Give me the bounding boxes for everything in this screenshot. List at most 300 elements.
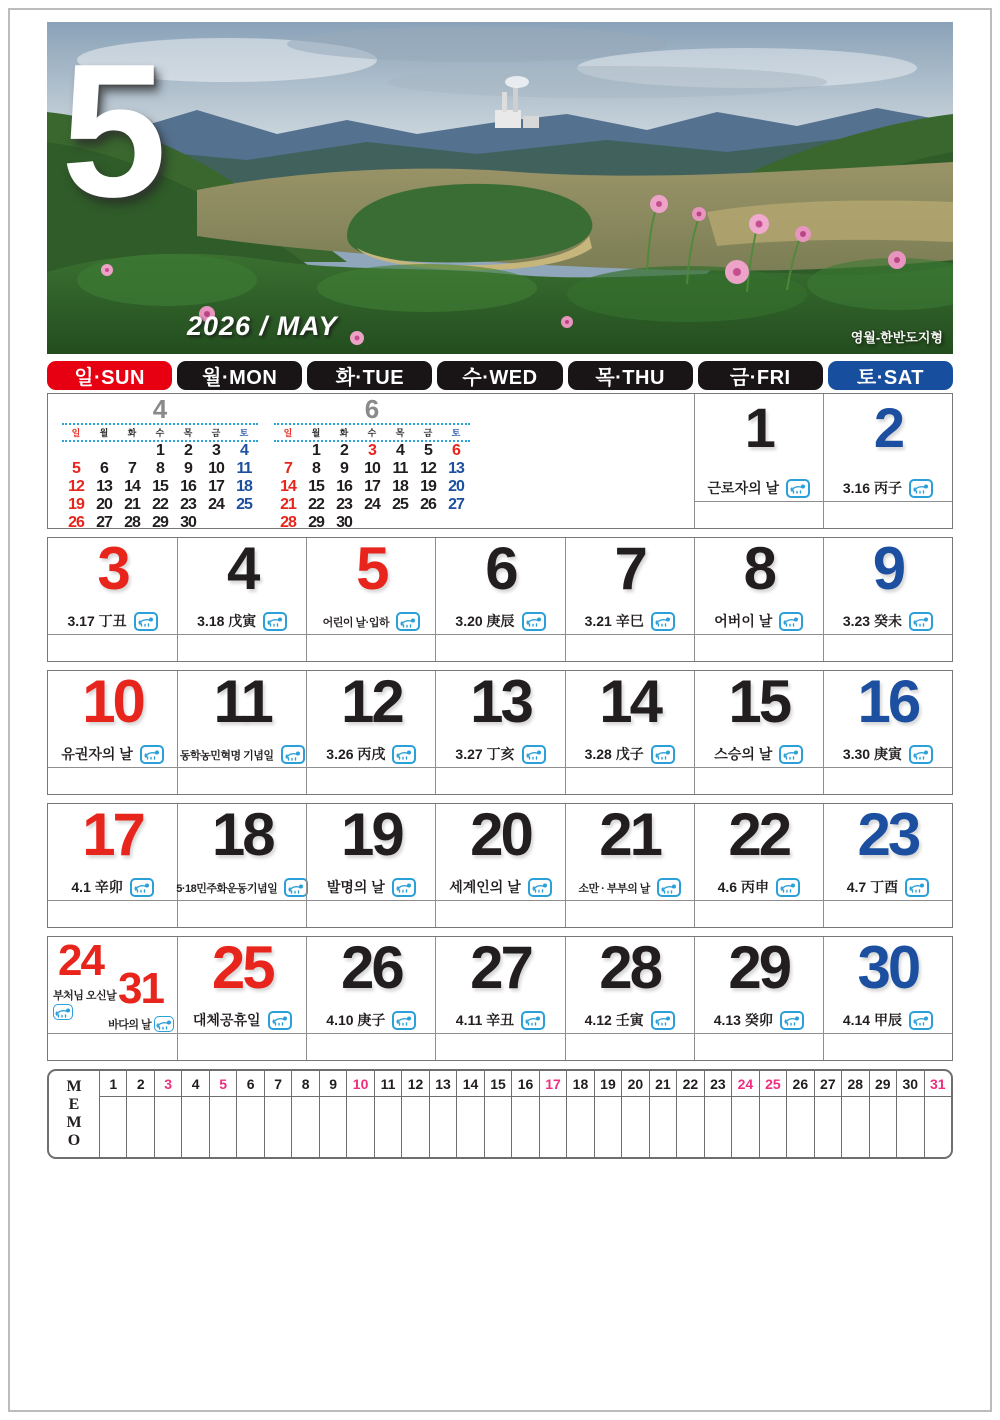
- memo-day-23: 23: [704, 1071, 731, 1097]
- weekday-tab-label: 목·THU: [595, 367, 665, 389]
- memo-blank-cell[interactable]: [126, 1097, 153, 1157]
- week-row-1: [47, 393, 953, 529]
- date-cell-2: [823, 394, 952, 501]
- mini-date: 25: [236, 496, 252, 513]
- date-number: 4: [227, 535, 258, 602]
- memo-blank-cell[interactable]: [896, 1097, 923, 1157]
- date-cell-10: [48, 668, 177, 767]
- notes-strip-cell: [565, 767, 694, 794]
- zodiac-rat-icon: [909, 479, 933, 498]
- date-cell-12: [306, 668, 435, 767]
- zodiac-snake-icon: [154, 1016, 174, 1032]
- date-label-row: [696, 1010, 822, 1030]
- mini-date: [358, 514, 386, 532]
- date-label: 세계인의 날: [449, 879, 521, 895]
- week-row-3: [47, 670, 953, 795]
- date-label: 3.18 戊寅: [197, 613, 257, 629]
- memo-day-20: 20: [621, 1071, 648, 1097]
- memo-day-11: 11: [374, 1071, 401, 1097]
- notes-strip-cell: [306, 767, 435, 794]
- zodiac-snake-icon: [651, 612, 675, 631]
- memo-day-24: 24: [731, 1071, 758, 1097]
- mini-date: 24: [208, 496, 224, 513]
- date-label-row: [437, 877, 563, 897]
- memo-day-6: 6: [236, 1071, 263, 1097]
- mini-dayname: 일: [71, 428, 81, 438]
- date-cell-24-31: [48, 937, 177, 1033]
- date-number: 17: [82, 801, 143, 868]
- mini-date: 13: [448, 460, 464, 477]
- mini-date: 28: [280, 514, 296, 531]
- memo-day-26: 26: [786, 1071, 813, 1097]
- zodiac-dragon-icon: [284, 878, 308, 897]
- mini-date: 16: [180, 478, 196, 495]
- date-number: 20: [470, 801, 531, 868]
- date-number: 28: [599, 934, 660, 1001]
- memo-blank-cell[interactable]: [401, 1097, 428, 1157]
- date-number: 29: [728, 934, 790, 1001]
- date-number-31: 31: [118, 964, 163, 1013]
- mini-date: 2: [184, 442, 192, 459]
- mini-calendar-daynames: [62, 423, 258, 442]
- mini-date: 21: [124, 496, 140, 513]
- date-label: 4.10 庚子: [326, 1012, 386, 1028]
- notes-strip-cell: [565, 1033, 694, 1060]
- memo-blank-cell[interactable]: [621, 1097, 648, 1157]
- date-number: 26: [340, 934, 402, 1001]
- weekday-tab-label: 일·SUN: [74, 367, 145, 389]
- memo-day-15: 15: [484, 1071, 511, 1097]
- zodiac-ox-icon: [521, 1011, 545, 1030]
- zodiac-pig-icon: [522, 745, 546, 764]
- date-number: 5: [356, 535, 387, 602]
- notes-strip-cell: [435, 634, 564, 661]
- memo-blank-cell[interactable]: [869, 1097, 896, 1157]
- memo-blank-cell[interactable]: [759, 1097, 786, 1157]
- date-label: 3.23 癸未: [842, 613, 902, 629]
- date-cell-21: [565, 801, 694, 900]
- date-number: 10: [82, 668, 143, 735]
- zodiac-monkey-icon: [776, 878, 800, 897]
- weekday-tab-weekday2: [307, 361, 432, 390]
- mini-date: [118, 442, 146, 460]
- date-number: 23: [857, 801, 919, 868]
- mini-date: [230, 514, 258, 532]
- zodiac-rabbit-icon: [396, 612, 420, 631]
- date-number: 21: [599, 801, 660, 868]
- memo-day-21: 21: [649, 1071, 676, 1097]
- mini-date: [442, 514, 470, 532]
- date-cell-1: [694, 394, 823, 501]
- zodiac-rabbit-icon: [780, 1011, 804, 1030]
- date-label: 4.7 丁酉: [846, 879, 899, 895]
- notes-strip-cell: [823, 634, 952, 661]
- memo-day-9: 9: [319, 1071, 346, 1097]
- date-label: 대체공휴일: [192, 1012, 261, 1028]
- mini-date: 30: [336, 514, 352, 531]
- memo-title-letter: M: [66, 1114, 82, 1131]
- notes-strip-cell: [823, 900, 952, 927]
- mini-date: 10: [208, 460, 224, 477]
- date-label: 유권자의 날: [61, 746, 133, 762]
- date-label-row: [437, 611, 563, 631]
- notes-strip-cell: [48, 634, 177, 661]
- weekday-header-row: [47, 361, 953, 390]
- notes-strip-cell: [435, 900, 564, 927]
- weekday-tab-weekday3: [437, 361, 562, 390]
- weekday-tab-label: 금·FRI: [729, 367, 791, 389]
- mini-calendar-week-row: [62, 442, 258, 460]
- mini-dayname: 일: [283, 428, 293, 438]
- date-number: 19: [340, 801, 402, 868]
- mini-date: 25: [392, 496, 408, 513]
- date-label-row: [437, 744, 563, 764]
- date-label-row: [179, 611, 305, 631]
- date-label-row: [567, 611, 693, 631]
- notes-strip-cell: [694, 1033, 823, 1060]
- memo-blank-cell[interactable]: [566, 1097, 593, 1157]
- memo-day-28: 28: [841, 1071, 868, 1097]
- date-label: 4.12 壬寅: [584, 1012, 644, 1028]
- date-label: 발명의 날: [326, 879, 385, 895]
- mini-dayname: 금: [423, 428, 433, 438]
- mini-date: 1: [312, 442, 320, 459]
- date-label: 부처님 오신날: [53, 990, 117, 1002]
- date-label-row: [825, 1010, 951, 1030]
- mini-date: 4: [396, 442, 404, 459]
- date-label-row: [49, 744, 176, 764]
- date-label-row: [567, 744, 693, 764]
- mini-date: 2: [340, 442, 348, 459]
- date-label: 3.30 庚寅: [842, 746, 902, 762]
- memo-day-22: 22: [676, 1071, 703, 1097]
- memo-blank-cell[interactable]: [539, 1097, 566, 1157]
- mini-date: 6: [100, 460, 108, 477]
- week-row-4: [47, 803, 953, 928]
- zodiac-sheep-icon: [909, 612, 933, 631]
- memo-blank-cell[interactable]: [731, 1097, 758, 1157]
- memo-day-14: 14: [456, 1071, 483, 1097]
- mini-date: 9: [340, 460, 348, 477]
- weekday-tab-weekday1: [177, 361, 302, 390]
- zodiac-rooster-icon: [905, 878, 929, 897]
- date-cell-25: [177, 934, 306, 1033]
- weekday-tab-weekday5: [698, 361, 823, 390]
- mini-date: 14: [280, 478, 296, 495]
- mini-date: 5: [72, 460, 80, 477]
- zodiac-rooster-icon: [281, 745, 305, 764]
- mini-dayname: 목: [183, 428, 193, 438]
- calendar-page: [47, 0, 953, 1159]
- date-cell-23: [823, 801, 952, 900]
- weekday-tab-label: 토·SAT: [856, 367, 924, 389]
- mini-date: 27: [448, 496, 464, 513]
- notes-strip-cell: [823, 1033, 952, 1060]
- mini-dayname: 수: [155, 428, 165, 438]
- mini-date: 29: [308, 514, 324, 531]
- memo-blank-cell[interactable]: [841, 1097, 868, 1157]
- landscape-photo: [47, 22, 953, 354]
- mini-date: 26: [420, 496, 436, 513]
- mini-calendars-area: [48, 394, 694, 531]
- memo-blank-cell[interactable]: [291, 1097, 318, 1157]
- date-label-row: [825, 478, 951, 498]
- mini-date: 23: [180, 496, 196, 513]
- weekday-tab-label: 화·TUE: [335, 367, 405, 389]
- memo-blank-cell[interactable]: [99, 1097, 126, 1157]
- date-cell-4: [177, 535, 306, 634]
- memo-blank-cell[interactable]: [456, 1097, 483, 1157]
- mini-calendar-week-row: [274, 478, 470, 496]
- memo-day-5: 5: [209, 1071, 236, 1097]
- notes-strip-cell: [694, 900, 823, 927]
- mini-date: [62, 442, 90, 460]
- date-number: 11: [213, 668, 271, 735]
- mini-date: 15: [152, 478, 168, 495]
- mini-date: 8: [156, 460, 164, 477]
- date-label-row: [49, 877, 176, 897]
- date-label: 근로자의 날: [707, 480, 780, 496]
- mini-dayname: 토: [239, 428, 249, 438]
- date-cell-8: [694, 535, 823, 634]
- notes-strip-cell: [823, 501, 952, 528]
- calendar-grid: [47, 393, 953, 1061]
- mini-date: 11: [392, 460, 408, 477]
- zodiac-monkey-icon: [140, 745, 164, 764]
- memo-title-letter: O: [67, 1131, 81, 1149]
- mini-calendar-week-row: [274, 442, 470, 460]
- mini-date: 19: [420, 478, 436, 495]
- mini-date: 27: [96, 514, 112, 531]
- mini-calendar-week-row: [274, 496, 470, 514]
- date-label-row: [825, 611, 951, 631]
- mini-date: 17: [208, 478, 224, 495]
- mini-date: 22: [152, 496, 168, 513]
- mini-date: 3: [212, 442, 220, 459]
- mini-calendar-daynames: [274, 423, 470, 442]
- date-label-row: [696, 478, 822, 498]
- memo-blank-cell[interactable]: [676, 1097, 703, 1157]
- memo-day-30: 30: [896, 1071, 923, 1097]
- memo-blank-cell[interactable]: [181, 1097, 208, 1157]
- mini-date: 21: [280, 496, 296, 513]
- date-label-row: [825, 877, 951, 897]
- memo-blank-cell[interactable]: [594, 1097, 621, 1157]
- date-label-31: [108, 1016, 174, 1032]
- memo-day-18: 18: [566, 1071, 593, 1097]
- date-label: 3.16 丙子: [842, 480, 902, 496]
- notes-strip-cell: [565, 900, 694, 927]
- date-label: 4.11 辛丑: [455, 1012, 515, 1028]
- zodiac-horse-icon: [528, 878, 552, 897]
- mini-date: 15: [308, 478, 324, 495]
- memo-blank-cell[interactable]: [786, 1097, 813, 1157]
- mini-date: 23: [336, 496, 352, 513]
- memo-day-12: 12: [401, 1071, 428, 1097]
- memo-blank-cell[interactable]: [511, 1097, 538, 1157]
- date-label-row: [308, 612, 434, 631]
- mini-date: 29: [152, 514, 168, 531]
- date-label: 5·18민주화운동기념일: [176, 882, 278, 895]
- zodiac-dragon-icon: [522, 612, 546, 631]
- mini-dayname: 월: [311, 428, 321, 438]
- date-label: 4.13 癸卯: [713, 1012, 773, 1028]
- memo-day-31: 31: [924, 1071, 951, 1097]
- date-number-24: 24: [58, 936, 103, 985]
- memo-day-2: 2: [126, 1071, 153, 1097]
- date-label: 3.27 丁亥: [455, 746, 515, 762]
- date-cell-13: [435, 668, 564, 767]
- mini-dayname: 화: [339, 428, 349, 438]
- date-label: 어린이 날·입하: [322, 616, 390, 629]
- memo-blank-cell[interactable]: [484, 1097, 511, 1157]
- zodiac-horse-icon: [779, 612, 803, 631]
- memo-blank-cell[interactable]: [649, 1097, 676, 1157]
- zodiac-dog-icon: [392, 745, 416, 764]
- week-row-5: [47, 936, 953, 1061]
- memo-blank-cell[interactable]: [264, 1097, 291, 1157]
- zodiac-rabbit-icon: [130, 878, 154, 897]
- mini-date: 12: [420, 460, 436, 477]
- date-label-row: [49, 611, 176, 631]
- memo-title: [49, 1071, 99, 1157]
- date-number: 7: [614, 535, 645, 602]
- zodiac-sheep-icon: [657, 878, 681, 897]
- notes-strip-cell: [694, 634, 823, 661]
- memo-day-3: 3: [154, 1071, 181, 1097]
- notes-strip-cell: [48, 1033, 177, 1060]
- mini-date: [90, 442, 118, 460]
- weekday-tab-weekday4: [568, 361, 693, 390]
- notes-strip-cell: [306, 634, 435, 661]
- date-label: 4.6 丙申: [717, 879, 769, 895]
- memo-blank-cell[interactable]: [429, 1097, 456, 1157]
- date-label: 4.14 甲辰: [842, 1012, 902, 1028]
- date-label-row: [567, 1010, 693, 1030]
- date-cell-11: [177, 668, 306, 767]
- date-cell-5: [306, 535, 435, 634]
- memo-blank-cell[interactable]: [704, 1097, 731, 1157]
- date-label-row: [825, 744, 951, 764]
- notes-strip-cell: [694, 767, 823, 794]
- memo-day-13: 13: [429, 1071, 456, 1097]
- mini-date: 13: [96, 478, 112, 495]
- date-number: 3: [97, 535, 128, 602]
- mini-date: 19: [68, 496, 84, 513]
- mini-date: 1: [156, 442, 164, 459]
- date-number: 15: [728, 668, 790, 735]
- memo-day-17: 17: [539, 1071, 566, 1097]
- memo-blank-cell[interactable]: [346, 1097, 373, 1157]
- date-number: 9: [872, 535, 904, 602]
- mini-calendar-week-row: [62, 478, 258, 496]
- memo-blank-cell[interactable]: [236, 1097, 263, 1157]
- mini-date: 26: [68, 514, 84, 531]
- weekday-tab-label: 월·MON: [202, 367, 278, 389]
- memo-title-letter: E: [68, 1096, 80, 1114]
- date-cell-19: [306, 801, 435, 900]
- mini-date: 28: [124, 514, 140, 531]
- memo-blank-cell[interactable]: [374, 1097, 401, 1157]
- date-cell-16: [823, 668, 952, 767]
- date-number: 18: [211, 801, 273, 868]
- notes-strip-cell: [694, 501, 823, 528]
- memo-title-letter: M: [66, 1078, 82, 1096]
- date-cell-29: [694, 934, 823, 1033]
- mini-date: 7: [128, 460, 136, 477]
- date-cell-3: [48, 535, 177, 634]
- date-label-row: [567, 878, 693, 897]
- date-number: 6: [485, 535, 516, 602]
- mini-date: 10: [364, 460, 380, 477]
- date-label: 3.20 庚辰: [455, 613, 515, 629]
- memo-blank-cell[interactable]: [814, 1097, 841, 1157]
- mini-date: 30: [180, 514, 196, 531]
- zodiac-dragon-icon: [909, 1011, 933, 1030]
- week-row-2: [47, 537, 953, 662]
- memo-blank-cell[interactable]: [209, 1097, 236, 1157]
- mini-date: [202, 514, 230, 532]
- date-number: 27: [470, 934, 531, 1001]
- memo-blank-cell[interactable]: [319, 1097, 346, 1157]
- mini-calendar-title: 4: [152, 394, 168, 424]
- zodiac-ox-icon: [134, 612, 158, 631]
- memo-strip: [47, 1069, 953, 1159]
- mini-dayname: 월: [99, 428, 109, 438]
- notes-strip-cell: [177, 1033, 306, 1060]
- date-number: 2: [873, 396, 902, 459]
- zodiac-tiger-icon: [909, 745, 933, 764]
- date-label-row: [176, 878, 305, 897]
- mini-date: 12: [68, 478, 84, 495]
- date-label: 동학농민혁명 기념일: [179, 749, 274, 762]
- mini-calendar-title: 6: [364, 394, 380, 424]
- date-cell-15: [694, 668, 823, 767]
- date-number: 14: [599, 668, 660, 735]
- mini-date: 7: [284, 460, 292, 477]
- date-cell-22: [694, 801, 823, 900]
- mini-calendar-april: [62, 394, 258, 531]
- memo-day-27: 27: [814, 1071, 841, 1097]
- memo-day-8: 8: [291, 1071, 318, 1097]
- mini-date: 9: [184, 460, 192, 477]
- mini-date: [414, 514, 442, 532]
- mini-date: 18: [392, 478, 408, 495]
- date-label-row: [179, 1010, 305, 1030]
- weekday-tab-sun: [47, 361, 172, 390]
- date-cell-7: [565, 535, 694, 634]
- memo-blank-cell[interactable]: [924, 1097, 951, 1157]
- big-month-number: 5: [61, 25, 167, 237]
- notes-strip-cell: [306, 900, 435, 927]
- date-cell-18: [176, 801, 306, 900]
- notes-strip-cell: [177, 767, 306, 794]
- date-label: 스승의 날: [714, 746, 773, 762]
- memo-day-4: 4: [181, 1071, 208, 1097]
- notes-strip-cell: [177, 634, 306, 661]
- date-label-row: [308, 1010, 434, 1030]
- mini-calendar-week-row: [62, 514, 258, 532]
- mini-calendar-week-row: [274, 460, 470, 478]
- mini-calendar-week-row: [62, 496, 258, 514]
- memo-blank-cell[interactable]: [154, 1097, 181, 1157]
- notes-strip-cell: [48, 767, 177, 794]
- mini-date: 20: [96, 496, 112, 513]
- notes-strip-cell: [823, 767, 952, 794]
- date-number: 13: [470, 668, 531, 735]
- weekday-tab-label: 수·WED: [462, 367, 538, 389]
- zodiac-ox-icon: [779, 745, 803, 764]
